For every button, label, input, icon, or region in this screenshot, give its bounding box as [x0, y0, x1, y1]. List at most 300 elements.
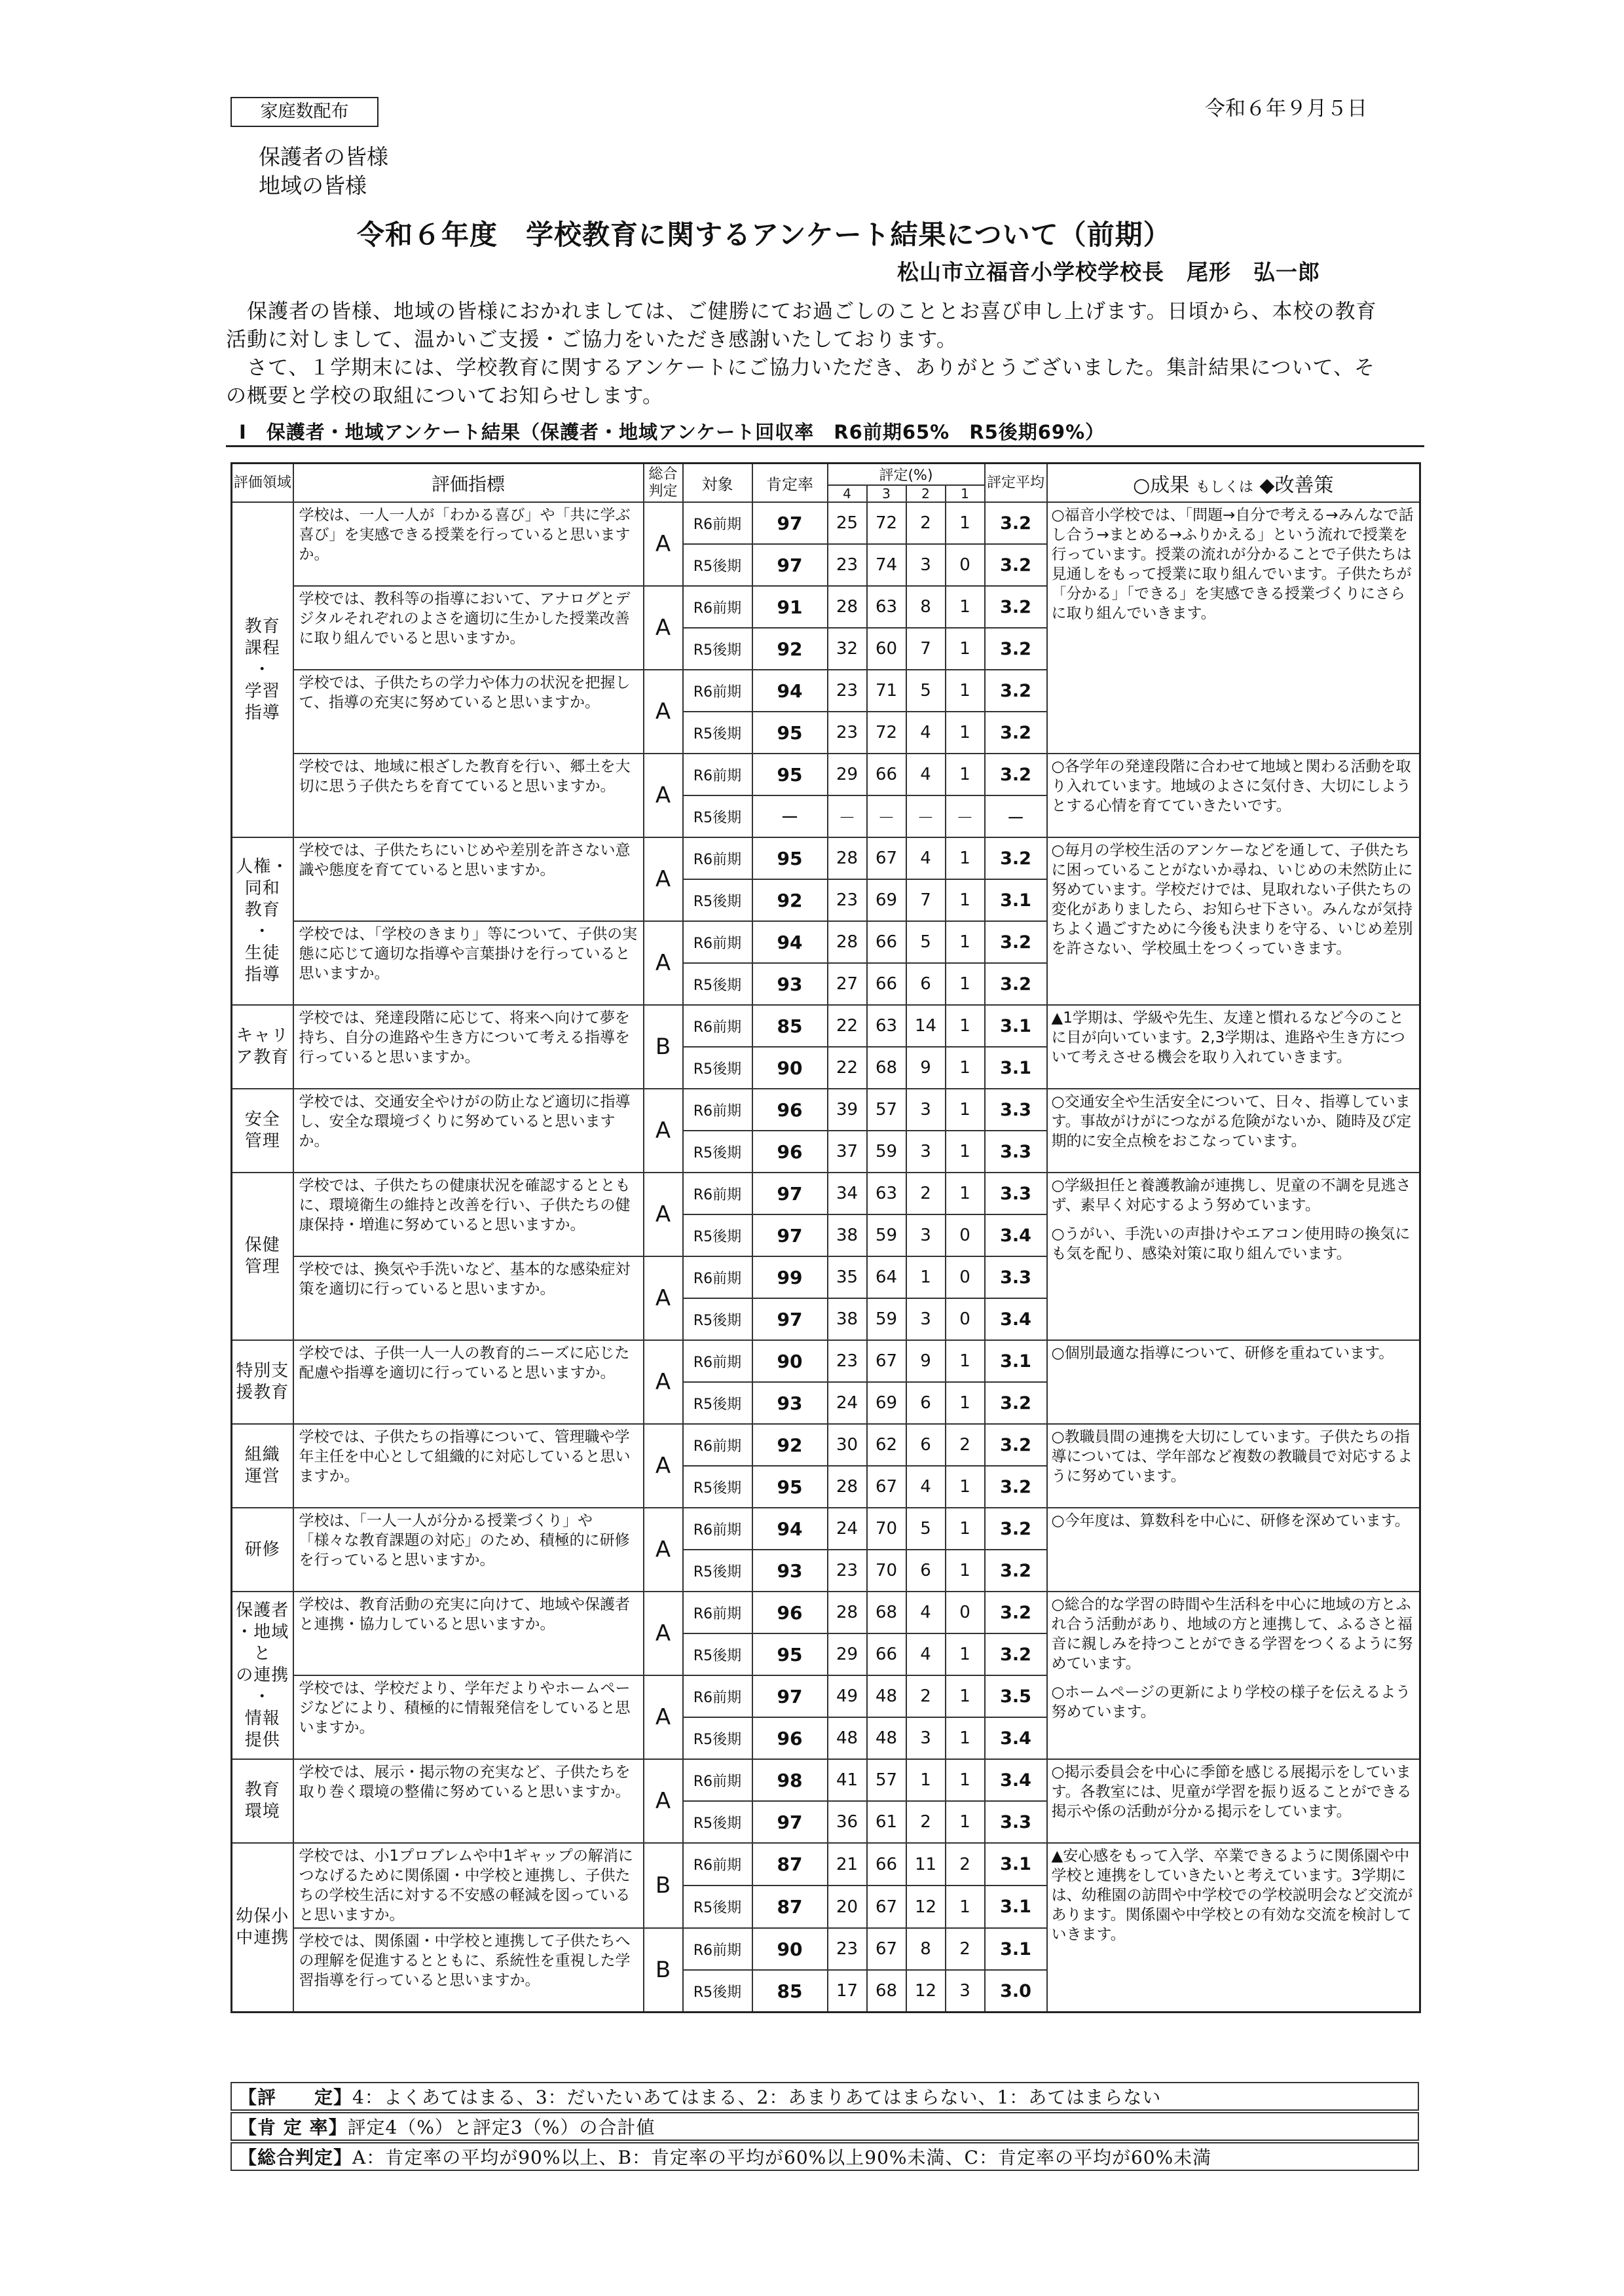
domain-label-part: 学習 — [244, 681, 280, 701]
rating-cell: 4 — [906, 837, 946, 879]
rating-cell: 1 — [946, 712, 985, 754]
average-cell: 3.2 — [985, 502, 1047, 544]
rating-cell: 23 — [828, 1340, 867, 1382]
domain-cell — [232, 1843, 293, 2013]
rating-cell: 4 — [906, 1592, 946, 1633]
rating-cell: 66 — [867, 921, 906, 963]
result-cell — [1047, 1759, 1420, 1843]
judge-cell: A — [644, 1340, 683, 1424]
average-cell: 3.1 — [985, 1047, 1047, 1089]
rating-cell: 1 — [946, 1508, 985, 1550]
rating-cell: 20 — [828, 1886, 867, 1928]
rating-cell: 1 — [946, 628, 985, 670]
rate-cell: 95 — [752, 837, 828, 879]
rating-cell: 1 — [946, 879, 985, 921]
distribution-label: 家庭数配布 — [231, 97, 378, 127]
rating-cell: 3 — [906, 1089, 946, 1131]
result-cell — [1047, 754, 1420, 837]
term-cell: R6前期 — [683, 1005, 752, 1047]
indicator-cell: 学校では、展示・掲示物の充実など、子供たちを取り巻く環境の整備に努めていると思いますか。 — [293, 1759, 644, 1843]
rating-cell: 36 — [828, 1801, 867, 1843]
average-cell: 3.2 — [985, 670, 1047, 712]
rating-cell: 61 — [867, 1801, 906, 1843]
rating-cell: 8 — [906, 1928, 946, 1970]
average-cell: 3.4 — [985, 1759, 1047, 1801]
result-text: ○ホームページの更新により学校の様子を伝えるよう努めています。 — [1051, 1684, 1411, 1721]
rating-cell: 69 — [867, 1382, 906, 1424]
term-cell: R5後期 — [683, 1298, 752, 1340]
judge-cell: A — [644, 921, 683, 1005]
rating-cell: 1 — [946, 1173, 985, 1214]
rating-cell: 1 — [946, 1466, 985, 1508]
rate-cell: 95 — [752, 712, 828, 754]
domain-label-part: 安全 — [244, 1110, 280, 1129]
result-cell — [1047, 837, 1420, 1005]
rating-cell: 6 — [906, 963, 946, 1005]
rate-cell: 91 — [752, 586, 828, 628]
section-rule — [226, 445, 1424, 447]
rating-cell: 2 — [906, 1675, 946, 1717]
average-cell: 3.1 — [985, 1005, 1047, 1047]
rate-cell: 97 — [752, 502, 828, 544]
domain-label-part: 保護者 — [236, 1600, 289, 1620]
rate-cell: 85 — [752, 1005, 828, 1047]
indicator-cell: 学校は、教育活動の充実に向けて、地域や保護者と連携・協力していると思いますか。 — [293, 1592, 644, 1675]
domain-label-part: の連携 — [236, 1665, 289, 1685]
average-cell: 3.3 — [985, 1801, 1047, 1843]
rating-cell: 17 — [828, 1970, 867, 2013]
term-cell: R5後期 — [683, 1550, 752, 1592]
average-cell: 3.1 — [985, 1928, 1047, 1970]
rating-cell: 2 — [906, 1801, 946, 1843]
rating-cell: 9 — [906, 1340, 946, 1382]
rate-cell: 95 — [752, 1466, 828, 1508]
rating-cell: 63 — [867, 586, 906, 628]
rate-cell: 94 — [752, 1508, 828, 1550]
average-cell: 3.3 — [985, 1089, 1047, 1131]
domain-label-part: 教育 — [244, 900, 280, 920]
result-cell — [1047, 1173, 1420, 1340]
result-text: ○毎月の学校生活のアンケーなどを通して、子供たちに困っていることがないか尋ね、いじめの未然防止に努めています。学校だけでは、見取れない子供たちの変化がありましたら、お知らせ下さい。みんなが気持ちよく過ごすために今後も決まりを守る、いじめ差別を許さない、学校風土をつくっていきます。 — [1051, 842, 1413, 957]
domain-label-part: 中連携 — [236, 1928, 289, 1948]
rate-cell: 96 — [752, 1089, 828, 1131]
document-author: 松山市立福音小学校学校長 尾形 弘一郎 — [897, 259, 1320, 285]
table-row — [232, 1508, 1420, 1550]
rating-cell: 1 — [946, 1717, 985, 1759]
domain-cell — [232, 1089, 293, 1173]
domain-label-part: 管理 — [244, 1131, 280, 1151]
rate-cell: 94 — [752, 670, 828, 712]
rating-cell: 1 — [946, 1633, 985, 1675]
rating-cell: 48 — [828, 1717, 867, 1759]
rating-cell: 23 — [828, 544, 867, 586]
rating-cell: 3 — [946, 1970, 985, 2013]
rating-cell: 9 — [906, 1047, 946, 1089]
rating-cell: 28 — [828, 837, 867, 879]
rating-cell: 4 — [906, 754, 946, 795]
domain-label-part: ・地域と — [236, 1622, 289, 1664]
indicator-cell: 学校では、「学校のきまり」等について、子供の実態に応じて適切な指導や言葉掛けを行っていると思いますか。 — [293, 921, 644, 1005]
rate-cell: 97 — [752, 1298, 828, 1340]
domain-label-part: ア教育 — [236, 1048, 289, 1067]
average-cell: － — [985, 795, 1047, 837]
rating-cell: 2 — [946, 1928, 985, 1970]
header-domain: 評価領域 — [232, 464, 293, 503]
rating-cell: 2 — [906, 1173, 946, 1214]
indicator-cell: 学校では、子供たちの指導について、管理職や学年主任を中心として組織的に対応していると思いますか。 — [293, 1424, 644, 1508]
result-text: ○今年度は、算数科を中心に、研修を深めています。 — [1051, 1512, 1410, 1529]
rate-cell: 93 — [752, 963, 828, 1005]
domain-cell — [232, 1424, 293, 1508]
legend-judge-label: 【総合判定】 — [238, 2147, 353, 2168]
average-cell: 3.4 — [985, 1214, 1047, 1256]
term-cell: R5後期 — [683, 1214, 752, 1256]
table-row — [232, 754, 1420, 795]
rating-cell: 0 — [946, 1256, 985, 1298]
legend-judge — [231, 2142, 1419, 2171]
legend-rate-label: 【肯 定 率】 — [238, 2117, 348, 2138]
rating-cell: 22 — [828, 1047, 867, 1089]
rating-cell: 1 — [906, 1759, 946, 1801]
average-cell: 3.2 — [985, 1466, 1047, 1508]
rating-cell: 1 — [946, 1089, 985, 1131]
term-cell: R6前期 — [683, 1675, 752, 1717]
domain-label-part: キャリ — [236, 1026, 289, 1046]
rating-cell: 2 — [906, 502, 946, 544]
rate-cell: 97 — [752, 1173, 828, 1214]
addressee-parents: 保護者の皆様 — [259, 144, 388, 170]
rating-cell: 2 — [946, 1843, 985, 1886]
rating-cell: 28 — [828, 1466, 867, 1508]
judge-cell: A — [644, 502, 683, 586]
average-cell: 3.2 — [985, 837, 1047, 879]
table-row — [232, 1759, 1420, 1801]
rating-cell: 34 — [828, 1173, 867, 1214]
rating-cell: 0 — [946, 1214, 985, 1256]
rate-cell: 87 — [752, 1843, 828, 1886]
domain-label-part: 情報 — [244, 1708, 280, 1728]
judge-cell: A — [644, 837, 683, 921]
rating-cell: 5 — [906, 921, 946, 963]
legend-rating — [231, 2082, 1419, 2111]
rate-cell: 98 — [752, 1759, 828, 1801]
rate-cell: 93 — [752, 1382, 828, 1424]
rate-cell: 97 — [752, 1214, 828, 1256]
indicator-cell: 学校では、子供たちの健康状況を確認するとともに、環境衛生の維持と改善を行い、子供たちの健康保持・増進に努めていると思いますか。 — [293, 1173, 644, 1256]
domain-label-part: 特別支 — [236, 1361, 289, 1381]
rating-cell: 70 — [867, 1508, 906, 1550]
term-cell: R6前期 — [683, 1843, 752, 1886]
rating-cell: 28 — [828, 921, 867, 963]
domain-label-part: 指導 — [244, 702, 280, 723]
rating-cell: 3 — [906, 1298, 946, 1340]
rate-cell: 97 — [752, 544, 828, 586]
judge-cell: A — [644, 1256, 683, 1340]
term-cell: R6前期 — [683, 1928, 752, 1970]
rating-cell: 68 — [867, 1592, 906, 1633]
term-cell: R6前期 — [683, 1759, 752, 1801]
header-indicator: 評価指標 — [293, 464, 644, 503]
rating-cell: 1 — [946, 921, 985, 963]
indicator-cell: 学校では、交通安全やけがの防止など適切に指導し、安全な環境づくりに努めていると思いますか。 — [293, 1089, 644, 1173]
rating-cell: 23 — [828, 1928, 867, 1970]
rating-cell: 67 — [867, 837, 906, 879]
term-cell: R6前期 — [683, 1173, 752, 1214]
rating-cell: 24 — [828, 1382, 867, 1424]
domain-cell — [232, 1005, 293, 1089]
indicator-cell: 学校では、発達段階に応じて、将来へ向けて夢を持ち、自分の進路や生き方について考える指導を行っていると思いますか。 — [293, 1005, 644, 1089]
domain-cell — [232, 837, 293, 1005]
domain-label-part: 指導 — [244, 965, 280, 985]
result-text: ○学級担任と養護教諭が連携し、児童の不調を見逃さず、素早く対応するよう努めています。 — [1051, 1177, 1411, 1214]
rate-cell: 92 — [752, 628, 828, 670]
rate-cell: － — [752, 795, 828, 837]
rating-cell: 3 — [906, 1214, 946, 1256]
term-cell: R5後期 — [683, 1886, 752, 1928]
rating-cell: － — [906, 795, 946, 837]
rating-cell: 57 — [867, 1759, 906, 1801]
header-rating-1: 1 — [946, 485, 985, 502]
term-cell: R5後期 — [683, 1633, 752, 1675]
rating-cell: 67 — [867, 1886, 906, 1928]
domain-cell — [232, 1173, 293, 1340]
header-target: 対象 — [683, 464, 752, 503]
rate-cell: 96 — [752, 1717, 828, 1759]
term-cell: R6前期 — [683, 670, 752, 712]
header-judge: 総合判定 — [644, 464, 683, 503]
result-cell — [1047, 1508, 1420, 1592]
table-row — [232, 1340, 1420, 1382]
table-row — [232, 1089, 1420, 1131]
domain-label-part: ・ — [253, 659, 272, 680]
domain-label-part: 援教育 — [236, 1383, 289, 1402]
intro-text — [226, 298, 1378, 410]
average-cell: 3.0 — [985, 1970, 1047, 2013]
rating-cell: 7 — [906, 628, 946, 670]
result-text: ○掲示委員会を中心に季節を感じる展掲示をしています。各教室には、児童が学習を振り返ることができる掲示や係の活動が分かる掲示をしています。 — [1051, 1764, 1412, 1820]
rate-cell: 93 — [752, 1550, 828, 1592]
rating-cell: 66 — [867, 963, 906, 1005]
term-cell: R5後期 — [683, 1970, 752, 2013]
term-cell: R6前期 — [683, 1508, 752, 1550]
rating-cell: 72 — [867, 712, 906, 754]
header-rating-4: 4 — [828, 485, 867, 502]
rating-cell: 68 — [867, 1970, 906, 2013]
average-cell: 3.3 — [985, 1173, 1047, 1214]
rating-cell: 38 — [828, 1214, 867, 1256]
rating-cell: 11 — [906, 1843, 946, 1886]
term-cell: R5後期 — [683, 544, 752, 586]
judge-cell: A — [644, 1759, 683, 1843]
header-average: 評定平均 — [985, 464, 1047, 503]
result-text: ○教職員間の連携を大切にしています。子供たちの指導については、学年部など複数の教職員で対応するように努めています。 — [1051, 1429, 1413, 1485]
rating-cell: 59 — [867, 1131, 906, 1173]
rating-cell: 1 — [946, 1047, 985, 1089]
term-cell: R6前期 — [683, 754, 752, 795]
domain-label-part: 教育 — [244, 1780, 280, 1800]
legend-rate — [231, 2112, 1419, 2141]
rating-cell: 12 — [906, 1970, 946, 2013]
rating-cell: 6 — [906, 1382, 946, 1424]
average-cell: 3.2 — [985, 963, 1047, 1005]
judge-cell: A — [644, 586, 683, 670]
judge-cell: A — [644, 1089, 683, 1173]
indicator-cell: 学校では、教科等の指導において、アナログとデジタルそれぞれのよさを適切に生かした授業改善に取り組んでいると思いますか。 — [293, 586, 644, 670]
domain-cell — [232, 1759, 293, 1843]
average-cell: 3.2 — [985, 628, 1047, 670]
term-cell: R6前期 — [683, 1424, 752, 1466]
indicator-cell: 学校では、関係園・中学校と連携して子供たちへの理解を促進するとともに、系統性を重視した学習指導を行っていると思いますか。 — [293, 1928, 644, 2013]
indicator-cell: 学校では、換気や手洗いなど、基本的な感染症対策を適切に行っていると思いますか。 — [293, 1256, 644, 1340]
term-cell: R5後期 — [683, 1717, 752, 1759]
rating-cell: 60 — [867, 628, 906, 670]
rating-cell: 30 — [828, 1424, 867, 1466]
rating-cell: 1 — [946, 1675, 985, 1717]
domain-label-part: 管理 — [244, 1257, 280, 1277]
result-cell — [1047, 1089, 1420, 1173]
term-cell: R6前期 — [683, 1340, 752, 1382]
average-cell: 3.3 — [985, 1131, 1047, 1173]
rating-cell: 71 — [867, 670, 906, 712]
average-cell: 3.1 — [985, 879, 1047, 921]
indicator-cell: 学校では、地域に根ざした教育を行い、郷土を大切に思う子供たちを育てていると思いますか。 — [293, 754, 644, 837]
rating-cell: 6 — [906, 1424, 946, 1466]
rating-cell: 23 — [828, 712, 867, 754]
rating-cell: 1 — [946, 1886, 985, 1928]
term-cell: R6前期 — [683, 1089, 752, 1131]
rating-cell: 41 — [828, 1759, 867, 1801]
header-ratings: 評定(%) — [828, 464, 985, 486]
rating-cell: 12 — [906, 1886, 946, 1928]
table-row — [232, 1005, 1420, 1047]
domain-label-part: 研修 — [244, 1539, 280, 1559]
rating-cell: 66 — [867, 1843, 906, 1886]
judge-cell: A — [644, 754, 683, 837]
rating-cell: 63 — [867, 1005, 906, 1047]
table-row — [232, 1424, 1420, 1466]
rating-cell: － — [828, 795, 867, 837]
document-title: 令和６年度 学校教育に関するアンケート結果について（前期） — [357, 219, 1172, 251]
rate-cell: 97 — [752, 1675, 828, 1717]
average-cell: 3.2 — [985, 1633, 1047, 1675]
rating-cell: 3 — [906, 544, 946, 586]
rating-cell: 59 — [867, 1214, 906, 1256]
rating-cell: 64 — [867, 1256, 906, 1298]
term-cell: R5後期 — [683, 1047, 752, 1089]
judge-cell: A — [644, 1173, 683, 1256]
rating-cell: － — [946, 795, 985, 837]
domain-label-part: ・ — [253, 1686, 272, 1707]
rating-cell: 57 — [867, 1089, 906, 1131]
header-result-improve: ◆改善策 — [1259, 473, 1334, 497]
indicator-cell: 学校は、「一人一人が分かる授業づくり」や「様々な教育課題の対応」のため、積極的に研修を行っていると思いますか。 — [293, 1508, 644, 1592]
term-cell: R5後期 — [683, 795, 752, 837]
result-text: ○総合的な学習の時間や生活科を中心に地域の方とふれ合う活動があり、地域の方と連携して、ふるさと福音に親しみを持つことができる学習をつくるように努めています。 — [1051, 1596, 1413, 1672]
table-row — [232, 502, 1420, 544]
header-results — [1047, 464, 1420, 503]
rating-cell: 1 — [946, 837, 985, 879]
legend-rating-text: 4：よくあてはまる、3：だいたいあてはまる、2：あまりあてはまらない、1：あてはまらない — [352, 2086, 1162, 2108]
rating-cell: 0 — [946, 1298, 985, 1340]
intro-paragraph: 保護者の皆様、地域の皆様におかれましては、ご健勝にてお過ごしのこととお喜び申し上げます。日頃から、本校の教育活動に対しまして、温かいご支援・ご協力をいただき感謝いたしております。 — [226, 300, 1377, 352]
term-cell: R6前期 — [683, 1592, 752, 1633]
judge-cell: B — [644, 1843, 683, 1928]
rating-cell: 4 — [906, 712, 946, 754]
rating-cell: 1 — [946, 670, 985, 712]
rating-cell: 0 — [946, 1592, 985, 1633]
domain-label-part: 保健 — [244, 1235, 280, 1255]
table-row — [232, 1592, 1420, 1633]
rating-cell: 1 — [946, 963, 985, 1005]
indicator-cell: 学校では、子供一人一人の教育的ニーズに応じた配慮や指導を適切に行っていると思いますか。 — [293, 1340, 644, 1424]
rate-cell: 92 — [752, 879, 828, 921]
rating-cell: 29 — [828, 1633, 867, 1675]
rating-cell: 21 — [828, 1843, 867, 1886]
average-cell: 3.3 — [985, 1256, 1047, 1298]
header-rating-2: 2 — [906, 485, 946, 502]
average-cell: 3.2 — [985, 544, 1047, 586]
domain-label-part: 提供 — [244, 1730, 280, 1750]
average-cell: 3.1 — [985, 1843, 1047, 1886]
average-cell: 3.2 — [985, 586, 1047, 628]
rating-cell: 1 — [946, 1340, 985, 1382]
term-cell: R5後期 — [683, 1466, 752, 1508]
result-text: ○個別最適な指導について、研修を重ねています。 — [1051, 1345, 1394, 1362]
rating-cell: 3 — [906, 1131, 946, 1173]
header-result-or: もしくは — [1195, 479, 1253, 496]
rate-cell: 97 — [752, 1801, 828, 1843]
rate-cell: 87 — [752, 1886, 828, 1928]
judge-cell: A — [644, 1592, 683, 1675]
average-cell: 3.4 — [985, 1298, 1047, 1340]
indicator-cell: 学校では、子供たちにいじめや差別を許さない意識や態度を育てていると思いますか。 — [293, 837, 644, 921]
rate-cell: 92 — [752, 1424, 828, 1466]
rating-cell: 5 — [906, 670, 946, 712]
term-cell: R6前期 — [683, 586, 752, 628]
indicator-cell: 学校では、子供たちの学力や体力の状況を把握して、指導の充実に努めていると思いますか。 — [293, 670, 644, 754]
average-cell: 3.2 — [985, 1508, 1047, 1550]
rating-cell: 67 — [867, 1340, 906, 1382]
table-row — [232, 1173, 1420, 1214]
rating-cell: 1 — [946, 1382, 985, 1424]
judge-cell: A — [644, 1675, 683, 1759]
rating-cell: 1 — [906, 1256, 946, 1298]
rate-cell: 99 — [752, 1256, 828, 1298]
average-cell: 3.1 — [985, 1886, 1047, 1928]
rating-cell: 1 — [946, 1759, 985, 1801]
rating-cell: 1 — [946, 1005, 985, 1047]
rating-cell: 72 — [867, 502, 906, 544]
rate-cell: 90 — [752, 1340, 828, 1382]
rating-cell: 3 — [906, 1717, 946, 1759]
average-cell: 3.2 — [985, 1592, 1047, 1633]
rate-cell: 90 — [752, 1047, 828, 1089]
rate-cell: 90 — [752, 1928, 828, 1970]
rating-cell: 35 — [828, 1256, 867, 1298]
rating-cell: 1 — [946, 502, 985, 544]
rate-cell: 85 — [752, 1970, 828, 2013]
rating-cell: 2 — [946, 1424, 985, 1466]
term-cell: R6前期 — [683, 837, 752, 879]
average-cell: 3.2 — [985, 921, 1047, 963]
average-cell: 3.4 — [985, 1717, 1047, 1759]
indicator-cell: 学校では、小1プロブレムや中1ギャップの解消につなげるために関係園・中学校と連携し、子供たちの学校生活に対する不安感の軽減を図っていると思いますか。 — [293, 1843, 644, 1928]
result-cell — [1047, 502, 1420, 754]
rating-cell: 32 — [828, 628, 867, 670]
rating-cell: 27 — [828, 963, 867, 1005]
table-row — [232, 837, 1420, 879]
rating-cell: 63 — [867, 1173, 906, 1214]
